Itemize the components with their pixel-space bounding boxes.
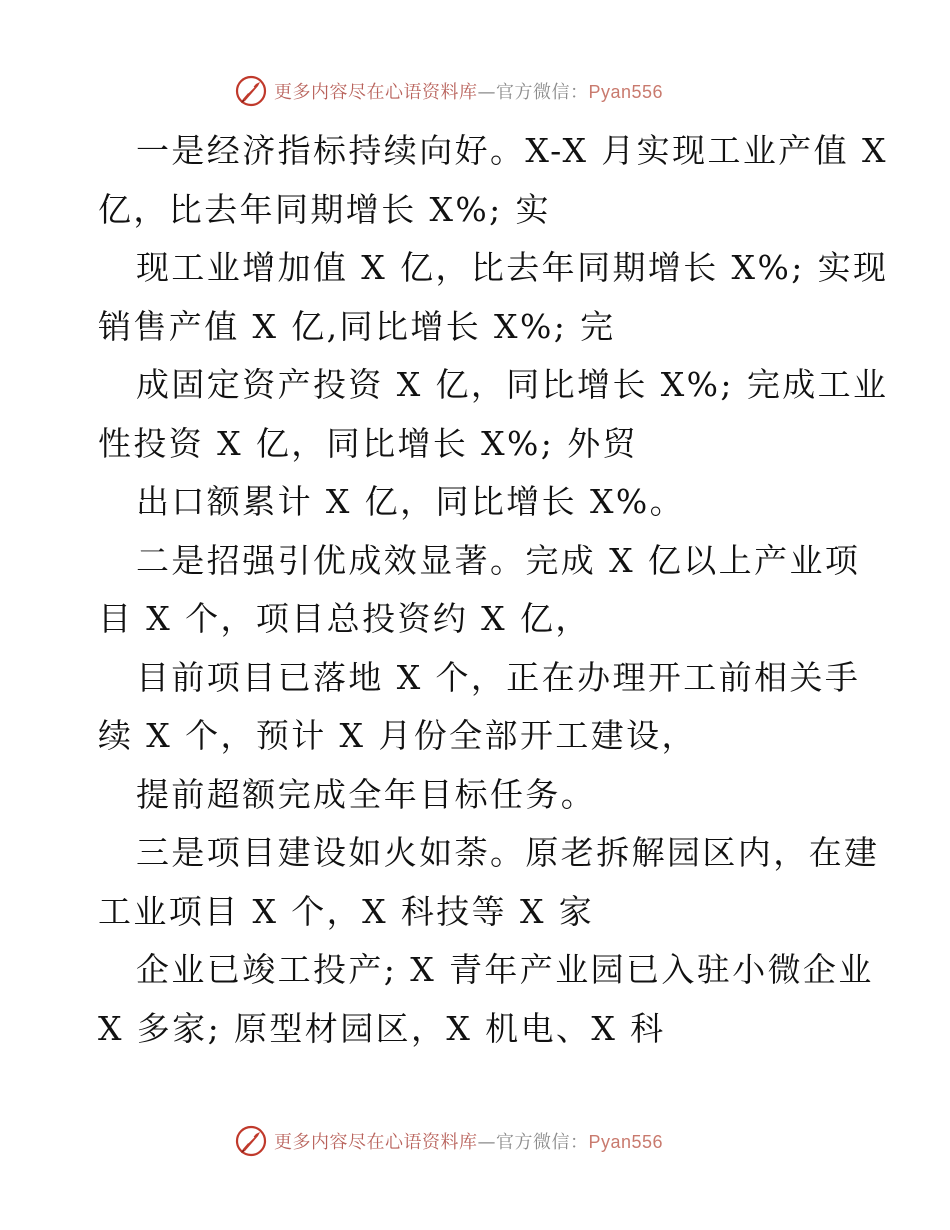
text-line: 现工业增加值 X 亿，比去年同期增长 X%; 实现 — [136, 248, 889, 287]
quill-pen-logo-icon — [234, 74, 268, 108]
text-line: 出口额累计 X 亿，同比增长 X%。 — [136, 482, 686, 521]
footer-watermark — [234, 1124, 663, 1158]
text-line: 二是招强引优成效显著。完成 X 亿以上产业项 — [136, 540, 861, 580]
watermark-wechat-id: Pyan556 — [588, 82, 664, 102]
watermark-text — [274, 1128, 663, 1154]
text-line: 性投资 X 亿，同比增长 X%; 外贸 — [98, 423, 639, 463]
watermark-wechat-id: Pyan556 — [588, 1132, 664, 1152]
watermark-official-label: 官方微信： — [496, 1132, 589, 1153]
quill-pen-logo-icon — [234, 1124, 268, 1158]
text-line: 销售产值 X 亿,同比增长 X%; 完 — [98, 306, 616, 346]
watermark-main-text: 更多内容尽在心语资料库 — [274, 82, 478, 103]
text-line: 提前超额完成全年目标任务。 — [136, 774, 597, 814]
text-line: 成固定资产投资 X 亿，同比增长 X%; 完成工业 — [136, 365, 889, 404]
watermark-separator: — — [477, 82, 496, 103]
text-line: 亿，比去年同期增长 X%; 实 — [98, 189, 551, 229]
text-line: 三是项目建设如火如荼。原老拆解园区内，在建 — [136, 833, 880, 872]
watermark-main-text: 更多内容尽在心语资料库 — [274, 1132, 478, 1153]
document-body — [98, 122, 889, 1058]
watermark-separator: — — [477, 1132, 496, 1153]
watermark-text — [274, 78, 663, 104]
text-line: 企业已竣工投产; X 青年产业园已入驻小微企业 — [136, 950, 874, 989]
text-line: 一是经济指标持续向好。X-X 月实现工业产值 X — [136, 131, 888, 170]
text-line: 目前项目已落地 X 个，正在办理开工前相关手 — [136, 657, 861, 697]
text-line: X 多家; 原型材园区，X 机电、X 科 — [98, 1008, 666, 1048]
header-watermark — [234, 74, 663, 108]
text-line: 目 X 个，项目总投资约 X 亿， — [98, 599, 591, 638]
text-line: 续 X 个，预计 X 月份全部开工建设， — [98, 716, 697, 755]
watermark-official-label: 官方微信： — [496, 82, 589, 103]
text-line: 工业项目 X 个，X 科技等 X 家 — [98, 891, 595, 931]
